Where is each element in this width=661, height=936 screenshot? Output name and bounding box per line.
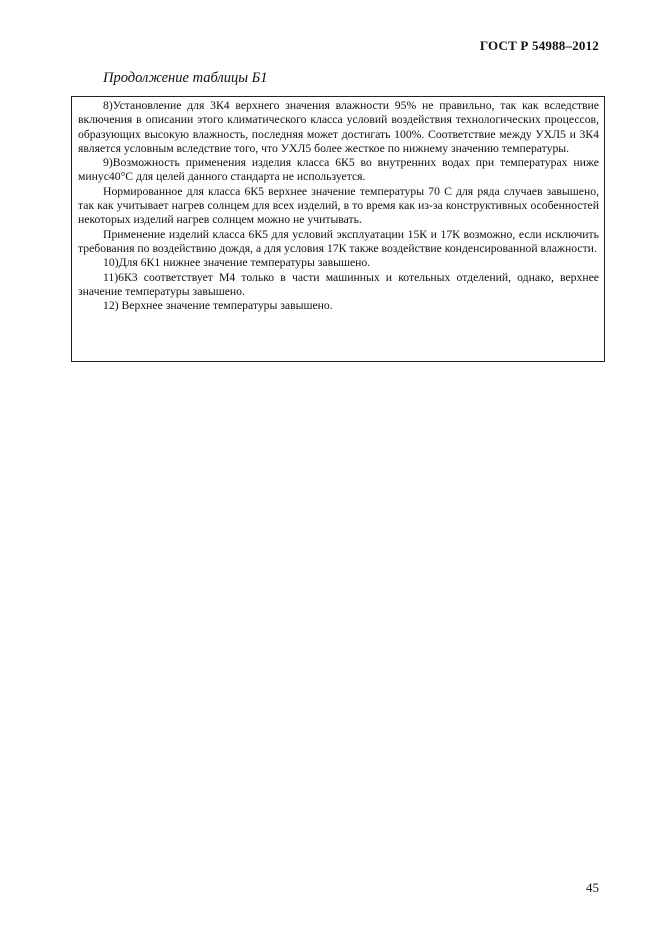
note-10: 10)Для 6К1 нижнее значение температуры завышено. [103,256,371,270]
page-number: 45 [586,880,599,895]
note-9-temperature: Нормированное для класса 6К5 верхнее значение температуры 70 С для ряда случаев завышено, так как учитывает нагрев солнцем для всех изделий, в то время как из-за конструктивных особенностей некоторых изделий нагрев солнцем можно не учитывать. [78,184,599,227]
document-code: ГОСТ Р 54988–2012 [479,38,599,53]
note-11: 11)6К3 соответствует М4 только в части машинных и котельных отделений, однако, верхнее значение температуры завышено. [78,270,599,298]
table-notes-cell [71,96,605,362]
note-9: 9)Возможность применения изделия класса 6К5 во внутренних водах при температурах ниже минус40°С для целей данного стандарта не используется. [78,156,599,184]
table-continuation-caption: Продолжение таблицы Б1 [103,70,268,86]
note-12: 12) Верхнее значение температуры завышено. [103,299,333,313]
note-8: 8)Установление для 3К4 верхнего значения влажности 95% не правильно, так как вследствие включения в описании этого климатического класса условий воздействия технологических процессов, образующих высокую влажность, последняя может достигать 100%. Соответствие между УХЛ5 и 3К4 является условным вследствие того, что УХЛ5 более жесткое по нижнему значению температуры. [78,99,599,155]
note-9-application: Применение изделий класса 6К5 для условий эксплуатации 15К и 17К возможно, если исключить требования по воздействию дождя, а для условия 17К также воздействие конденсированной влажности. [78,227,599,255]
